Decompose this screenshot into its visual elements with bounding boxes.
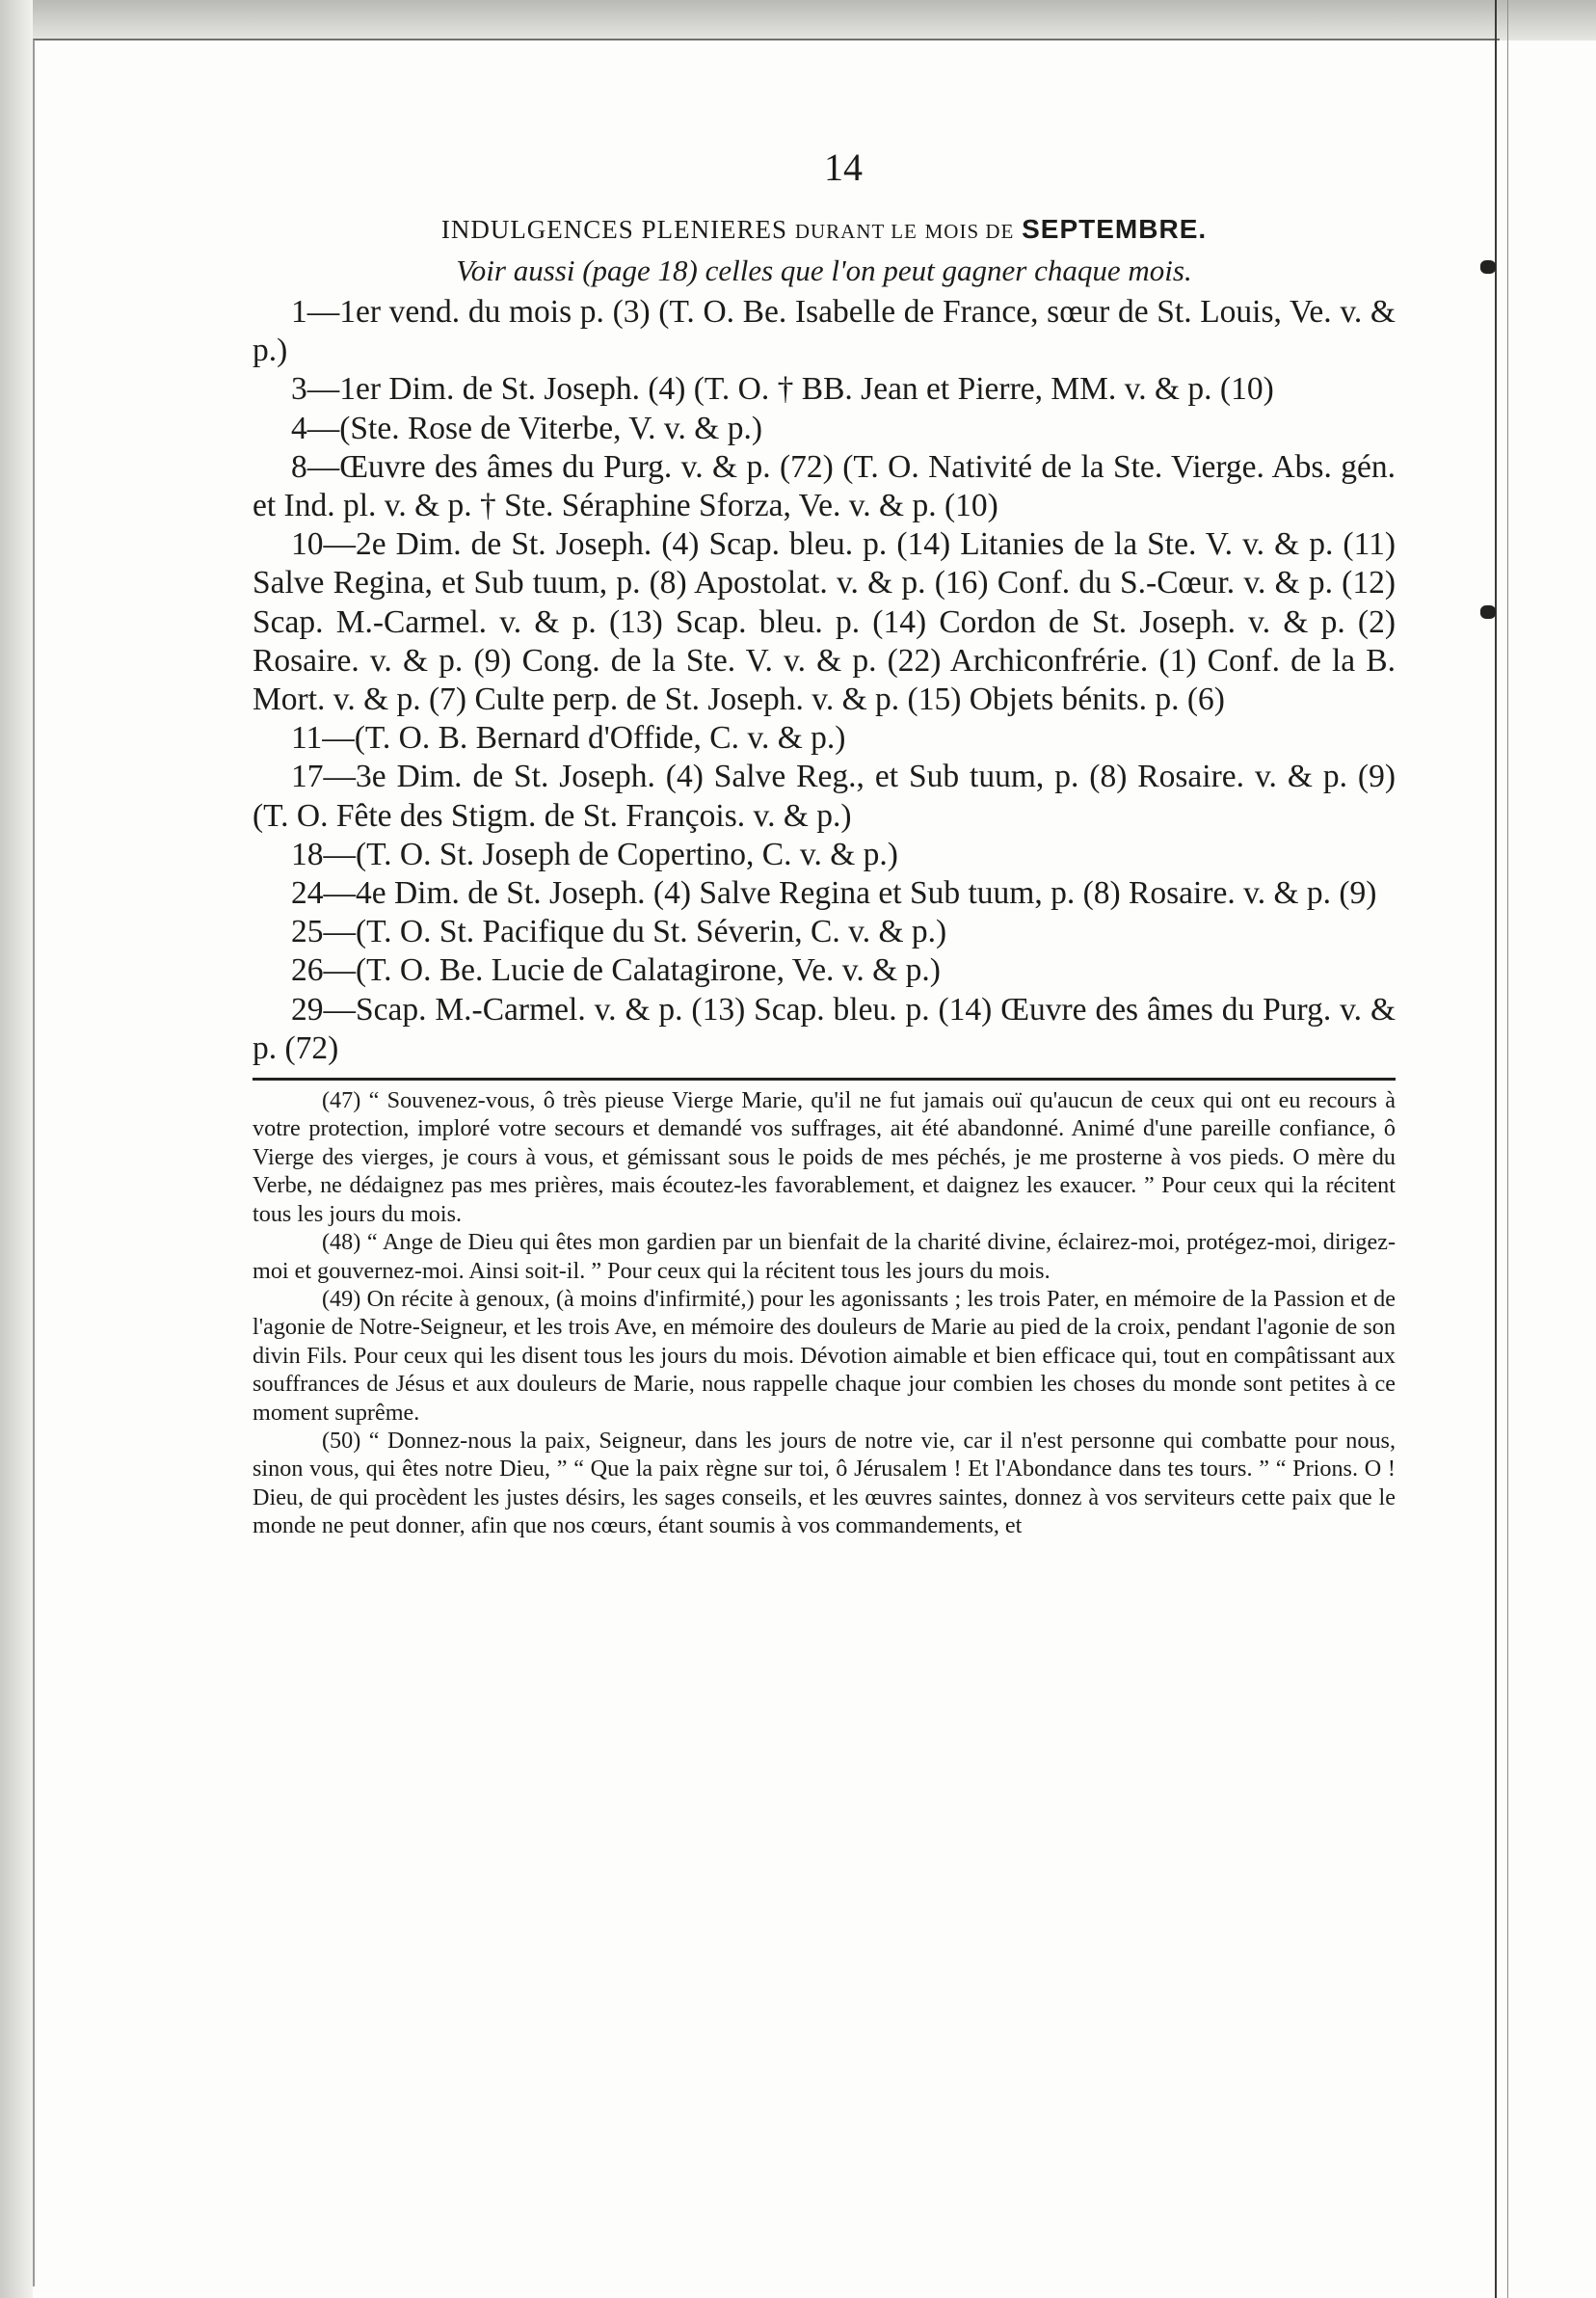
- list-item: 11—(T. O. B. Bernard d'Offide, C. v. & p.): [291, 720, 846, 757]
- footnote: (48) “ Ange de Dieu qui êtes mon gardien par un bienfait de la charité divine, éclairez-moi, protégez-moi, dirigez-moi et gouvernez-moi. Ainsi soit-il. ” Pour ceux qui la récitent tous les jours du mois.: [253, 1229, 1396, 1284]
- footnote-divider: [253, 1078, 1396, 1081]
- heading-connector: DURANT LE: [794, 220, 918, 243]
- binding-thread-mark: [1480, 605, 1496, 619]
- list-item: 3—1er Dim. de St. Joseph. (4) (T. O. † BB. Jean et Pierre, MM. v. & p. (10): [291, 371, 1274, 408]
- heading-main: INDULGENCES PLENIERES: [440, 215, 788, 244]
- list-item: 4—(Ste. Rose de Viterbe, V. v. & p.): [291, 410, 762, 446]
- page-number: 14: [824, 146, 863, 189]
- binding-fold: [1495, 0, 1497, 2298]
- binding-fold-shadow: [1507, 0, 1508, 2298]
- footnote: (49) On récite à genoux, (à moins d'infirmité,) pour les agonissants ; les trois Pater, en mémoire de la Passion et de l'agonie de Notre-Seigneur, et les trois Ave, en mémoire des douleurs de Marie au pied de la croix, pendant l'agonie de son divin Fils. Pour ceux qui les disent tous les jours du mois. Dévotion aimable et bien efficace qui, tout en compâtissant aux souffrances de Jésus et aux douleurs de Marie, nous rappelle chaque jour combien les choses du monde sont petites à ce moment suprême.: [253, 1285, 1396, 1426]
- list-item: 10—2e Dim. de St. Joseph. (4) Scap. bleu. p. (14) Litanies de la Ste. V. v. & p. (11) Salve Regina, et Sub tuum, p. (8) Apostolat. v. & p. (16) Conf. du S.-Cœur. v. & p. (12) Scap. M.-Carmel. v. & p. (13) Scap. bleu. p. (14) Cordon de St. Joseph. v. & p. (2) Rosaire. v. & p. (9) Cong. de la Ste. V. v. & p. (22) Archiconfrérie. (1) Conf. de la B. Mort. v. & p. (7) Culte perp. de St. Joseph. v. & p. (15) Objets bénits. p. (6): [253, 526, 1396, 718]
- heading-month: SEPTEMBRE.: [1022, 214, 1208, 244]
- page-content: [253, 145, 1396, 1540]
- footnote: (47) “ Souvenez-vous, ô très pieuse Vierge Marie, qu'il ne fut jamais ouï qu'aucun de ceux qui ont eu recours à votre protection, imploré votre secours et demandé vos suffrages, ait été abandonné. Animé d'une pareille confiance, ô Vierge des vierges, je cours à vous, et gémissant sous le poids de mes péchés, je me prosterne à vos pieds. O mère du Verbe, ne dédaignez pas mes prières, mais écoutez-les favorablement, et daignez les exaucer. ” Pour ceux qui la récitent tous les jours du mois.: [253, 1087, 1396, 1227]
- binding-thread-mark: [1480, 260, 1496, 274]
- list-item: 17—3e Dim. de St. Joseph. (4) Salve Reg., et Sub tuum, p. (8) Rosaire. v. & p. (9) (T. O. Fête des Stigm. de St. François. v. & p.): [253, 759, 1396, 834]
- list-item: 25—(T. O. St. Pacifique du St. Séverin, C. v. & p.): [291, 914, 947, 950]
- section-subheading: Voir aussi (page 18) celles que l'on peut gagner chaque mois.: [456, 254, 1192, 287]
- list-item: 18—(T. O. St. Joseph de Copertino, C. v. & p.): [291, 836, 898, 872]
- list-item: 8—Œuvre des âmes du Purg. v. & p. (72) (T. O. Nativité de la Ste. Vierge. Abs. gén. et Ind. pl. v. & p. † Ste. Séraphine Sforza, Ve. v. & p. (10): [253, 448, 1396, 524]
- list-item: 1—1er vend. du mois p. (3) (T. O. Be. Isabelle de France, sœur de St. Louis, Ve. v. & p.): [253, 294, 1396, 369]
- footnotes: [253, 1086, 1396, 1540]
- scan-top-border: [0, 0, 1596, 40]
- list-item: 26—(T. O. Be. Lucie de Calatagirone, Ve. v. & p.): [291, 952, 941, 989]
- heading-month-prefix: MOIS DE: [924, 220, 1015, 243]
- section-heading: [253, 210, 1396, 251]
- list-item: 24—4e Dim. de St. Joseph. (4) Salve Regina et Sub tuum, p. (8) Rosaire. v. & p. (9): [291, 875, 1377, 912]
- scan-left-border: [0, 0, 33, 2298]
- footnote: (50) “ Donnez-nous la paix, Seigneur, dans les jours de notre vie, car il n'est personne qui combatte pour nous, sinon vous, qui êtes notre Dieu, ” “ Que la paix règne sur toi, ô Jérusalem ! Et l'Abondance dans tes tours. ” “ Prions. O ! Dieu, de qui procèdent les justes désirs, les sages conseils, et les œuvres saintes, donnez à vos serviteurs cette paix que le monde ne peut donner, afin que nos cœurs, étant soumis à vos commandements, et: [253, 1427, 1396, 1539]
- indulgence-list: [253, 293, 1396, 1068]
- list-item: 29—Scap. M.-Carmel. v. & p. (13) Scap. bleu. p. (14) Œuvre des âmes du Purg. v. & p. (72): [253, 991, 1396, 1066]
